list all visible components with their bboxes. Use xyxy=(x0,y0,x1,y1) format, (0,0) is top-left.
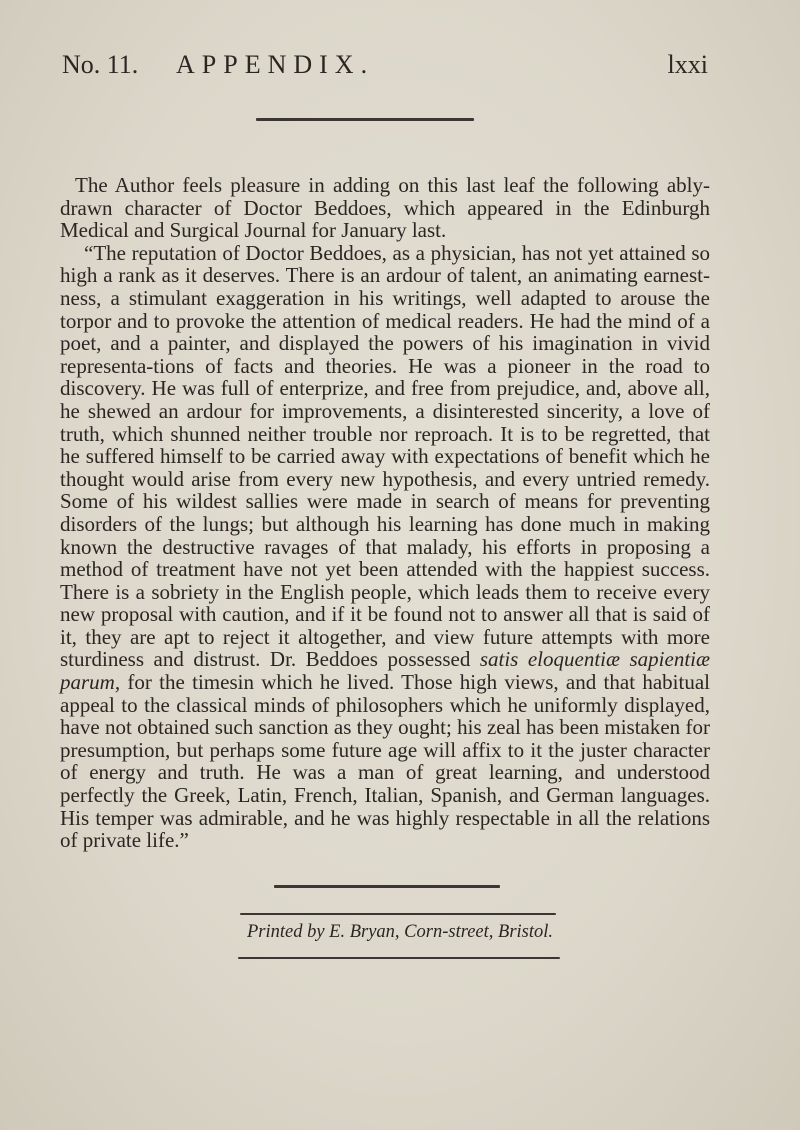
page-number: lxxi xyxy=(667,50,708,79)
quote-text-part-1: “The reputation of Doctor Beddoes, as a physician, has not yet attained so high a rank as it deserves. There is an ardour of talent, an animating earnest-ness, a stimulant exaggeration in his writings, well adapted to arouse the torpor and to provoke the attention of medical readers. He had the mind of a poet, and a painter, and displayed the powers of his imagination in vivid representa-tions of facts and theories. He was a pioneer in the road to discovery. He was full of enterprize, and free from prejudice, and, above all, he shewed an ardour for improvements, a disinterested sincerity, a love of truth, which shunned neither trouble nor reproach. It is to be regretted, that he suffered himself to be carried away with expectations of benefit which he thought would arise from every new hypothesis, and every untried remedy. Some of his wildest sallies were made in search of means for preventing disorders of the lungs; but although his learning has done much in making known the destructive ravages of that malady, his efforts in proposing a method of treatment have not yet been attended with the happiest success. There is a sobriety in the English people, which leads them to receive every new proposal with caution, and if it be found not to answer all that is said of it, they are apt to reject it altogether, and view future attempts with more sturdiness and distrust. Dr. Beddoes possessed xyxy=(60,240,710,672)
imprint-rule-top xyxy=(240,913,556,915)
quoted-character-paragraph xyxy=(60,242,710,852)
imprint-rule-bottom xyxy=(238,957,560,959)
running-header xyxy=(62,50,708,84)
closing-rule xyxy=(274,885,500,888)
quote-text-part-2: for the timesin which he lived. Those high views, and that habitual appeal to the classical minds of philosophers which he uniformly displayed, have not obtained such sanction as they ought; his zeal has been mistaken for presumption, but perhaps some future age will affix to it the juster character of energy and truth. He was a man of great learning, and understood perfectly the Greek, Latin, French, Italian, Spanish, and German languages. His temper was admirable, and he was highly respectable in all the relations of private life.” xyxy=(60,670,710,853)
intro-paragraph: The Author feels pleasure in adding on this last leaf the following ably-drawn character of Doctor Beddoes, which appeared in the Edinburgh Medical and Surgical Journal for January last. xyxy=(60,173,710,243)
body-text xyxy=(60,174,710,852)
header-rule xyxy=(256,118,474,121)
printer-imprint: Printed by E. Bryan, Corn-street, Bristol. xyxy=(246,922,554,942)
latin-phrase: satis eloquentiæ sapientiæ parum, xyxy=(60,647,710,695)
page-title: APPENDIX. xyxy=(176,50,375,79)
section-number: No. 11. xyxy=(62,50,139,79)
